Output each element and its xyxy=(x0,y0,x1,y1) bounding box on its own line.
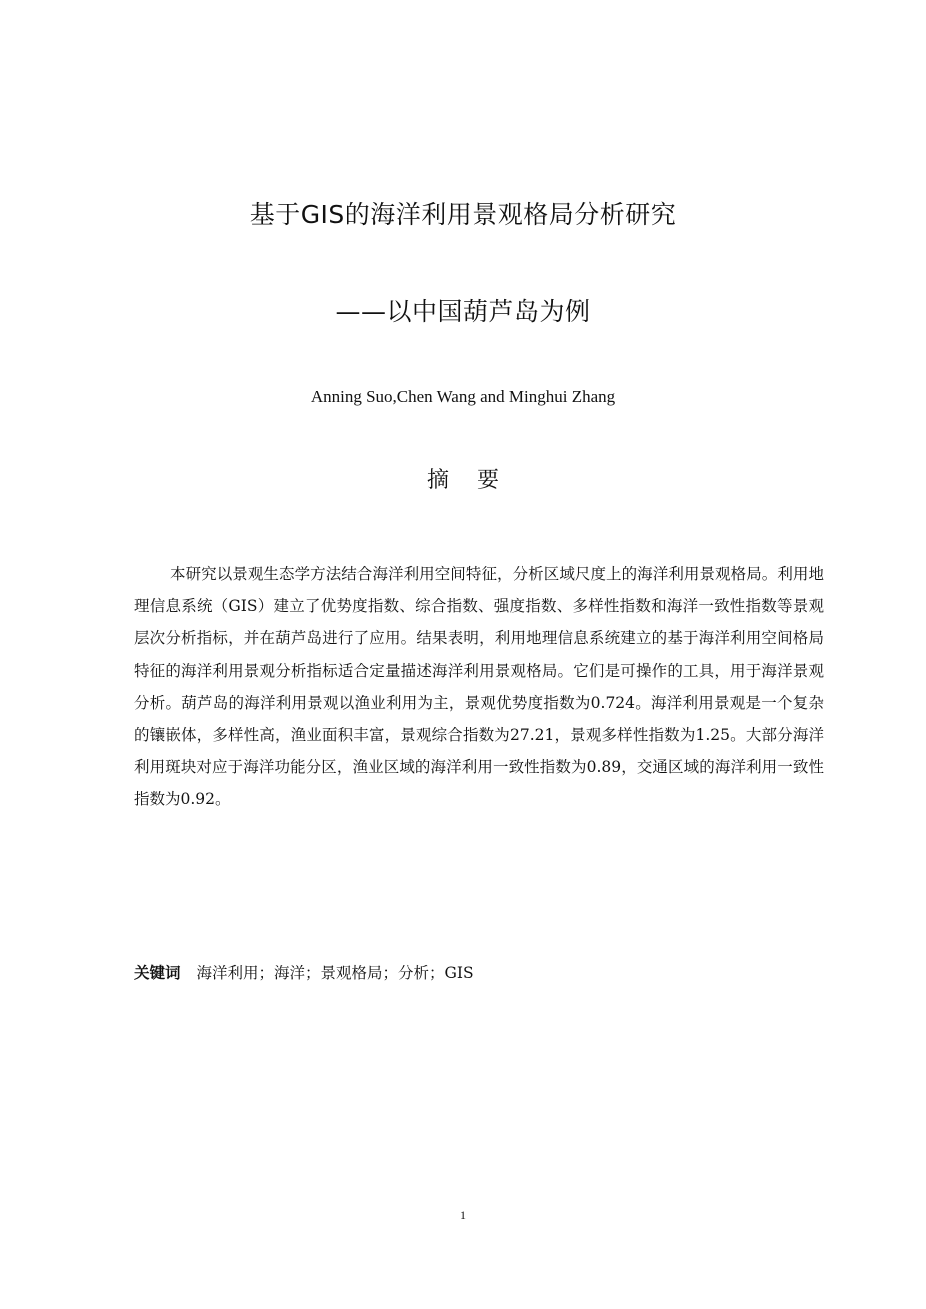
page-number: 1 xyxy=(460,1208,466,1222)
abstract-body: 本研究以景观生态学方法结合海洋利用空间特征，分析区域尺度上的海洋利用景观格局。利用地理信息系统（GIS）建立了优势度指数、综合指数、强度指数、多样性指数和海洋一致性指数等景观层次分析指标，并在葫芦岛进行了应用。结果表明，利用地理信息系统建立的基于海洋利用空间格局特征的海洋利用景观分析指标适合定量描述海洋利用景观格局。它们是可操作的工具，用于海洋景观分析。葫芦岛的海洋利用景观以渔业利用为主，景观优势度指数为0.724。海洋利用景观是一个复杂的镶嵌体，多样性高，渔业面积丰富，景观综合指数为27.21，景观多样性指数为1.25。大部分海洋利用斑块对应于海洋功能分区，渔业区域的海洋利用一致性指数为0.89，交通区域的海洋利用一致性指数为0.92。 xyxy=(134,565,824,809)
keywords-terms: 海洋利用；海洋；景观格局；分析；GIS xyxy=(196,964,474,982)
abstract-heading: 摘要 xyxy=(426,468,527,493)
keywords-label: 关键词 xyxy=(134,964,181,982)
keywords-line xyxy=(134,958,824,988)
author-list: Anning Suo,Chen Wang and Minghui Zhang xyxy=(310,387,616,406)
paper-title: 基于GIS的海洋利用景观格局分析研究 xyxy=(249,200,677,229)
paper-subtitle: ——以中国葫芦岛为例 xyxy=(335,297,591,326)
